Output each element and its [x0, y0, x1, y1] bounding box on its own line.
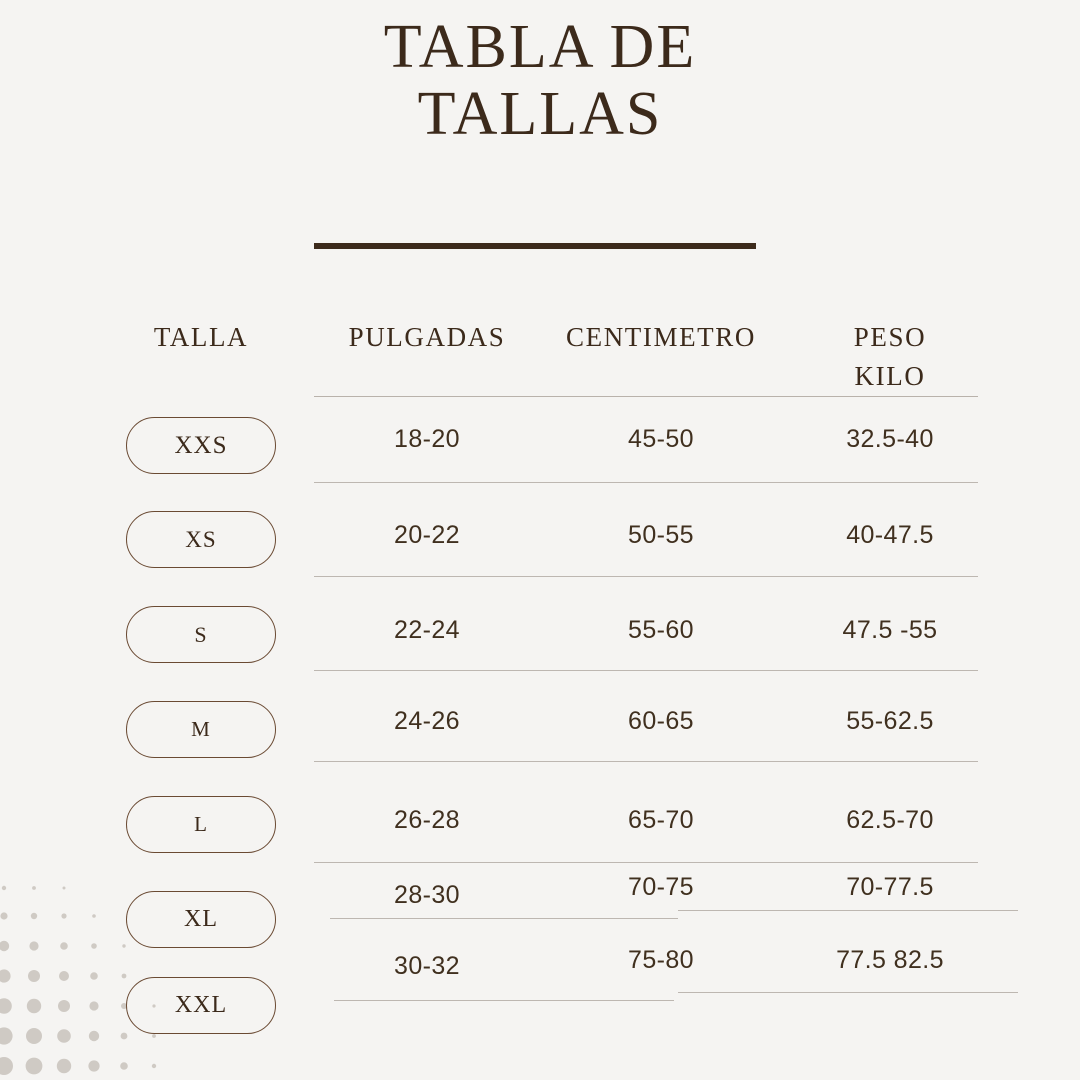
column-header-pulgadas: PULGADAS	[348, 322, 506, 352]
cell-pulgadas-xs: 20-22	[394, 521, 460, 549]
size-pill-label: XS	[185, 526, 217, 552]
size-pill-l	[126, 796, 276, 853]
page-title-line2: TALLAS	[417, 79, 663, 148]
size-pill-label: S	[194, 621, 208, 647]
cell-centimetro-l: 65-70	[628, 806, 694, 834]
cell-centimetro-m: 60-65	[628, 707, 694, 735]
row-separator-7b	[678, 992, 1018, 993]
row-separator-7a	[334, 1000, 674, 1001]
row-separator-5	[314, 862, 978, 863]
cell-pulgadas-m: 24-26	[394, 707, 460, 735]
column-header-peso-line1: PESO	[853, 322, 927, 352]
size-pill-label: XXS	[174, 431, 228, 459]
table-header-row	[0, 312, 1080, 398]
size-pill-xxl	[126, 977, 276, 1034]
column-header-centimetro: CENTIMETRO	[566, 322, 756, 352]
size-pill-label: XXL	[174, 992, 228, 1018]
cell-pulgadas-xxs: 18-20	[394, 425, 460, 453]
column-header-peso-line2: KILO	[854, 361, 926, 392]
header-underline	[314, 396, 978, 397]
size-pill-label: XL	[184, 906, 218, 932]
cell-peso-xl: 70-77.5	[846, 873, 934, 901]
row-separator-6a	[330, 918, 678, 919]
size-pill-xxs	[126, 417, 276, 474]
cell-peso-xxl: 77.5 82.5	[836, 946, 944, 974]
cell-peso-xxs: 32.5-40	[846, 425, 934, 453]
row-separator-1	[314, 482, 978, 483]
page-title-line1: TABLA DE	[383, 13, 697, 81]
size-pill-label: M	[191, 717, 211, 741]
cell-centimetro-xs: 50-55	[628, 521, 694, 549]
title-divider	[314, 243, 756, 249]
size-pill-s	[126, 606, 276, 663]
size-pill-xl	[126, 891, 276, 948]
cell-peso-s: 47.5 -55	[842, 616, 938, 644]
cell-pulgadas-l: 26-28	[394, 806, 460, 834]
row-separator-4	[314, 761, 978, 762]
cell-peso-l: 62.5-70	[846, 806, 934, 834]
cell-centimetro-xxs: 45-50	[628, 425, 694, 453]
cell-centimetro-xxl: 75-80	[628, 946, 694, 974]
cell-pulgadas-xl: 28-30	[394, 881, 460, 909]
size-pill-m	[126, 701, 276, 758]
cell-centimetro-xl: 70-75	[628, 873, 694, 901]
cell-peso-m: 55-62.5	[846, 707, 934, 735]
cell-centimetro-s: 55-60	[628, 616, 694, 644]
column-header-talla: TALLA	[153, 322, 249, 352]
cell-pulgadas-xxl: 30-32	[394, 952, 460, 980]
row-separator-2	[314, 576, 978, 577]
column-header-peso	[790, 318, 990, 396]
row-separator-3	[314, 670, 978, 671]
row-separator-6b	[678, 910, 1018, 911]
cell-peso-xs: 40-47.5	[846, 521, 934, 549]
size-pill-xs	[126, 511, 276, 568]
cell-pulgadas-s: 22-24	[394, 616, 460, 644]
size-pill-label: L	[194, 812, 208, 836]
page-title	[0, 14, 1080, 148]
